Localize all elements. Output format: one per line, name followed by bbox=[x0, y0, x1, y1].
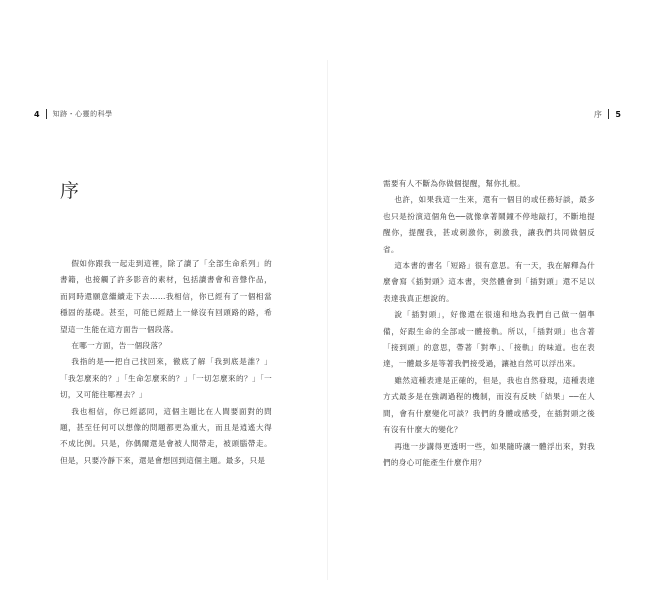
paragraph: 需要有人不斷為你做個提醒，幫你扎根。 bbox=[383, 179, 526, 188]
page-number: 5 bbox=[615, 109, 621, 119]
chapter-title: 序 bbox=[60, 180, 80, 202]
paragraph: 這本書的書名「短路」很有意思。有一天，我在解釋為什麼會寫《插對頭》這本書，突然體會到「插對頭」還不足以表達我真正想說的。 bbox=[383, 261, 595, 303]
paragraph: 說「插對頭」，好像還在很遠和地為我們自己做一個準備，好跟生命的全部或一體接軌。所以，「插對頭」也含著「接到頭」的意思，帶著「對準」、「接軌」的味道。也在表達，一體最多是等著我們接受過，讓祂自然可以浮出來。 bbox=[383, 310, 595, 369]
left-page bbox=[0, 0, 327, 609]
header-divider bbox=[608, 109, 609, 119]
right-body-text bbox=[383, 176, 595, 471]
header-divider bbox=[46, 109, 47, 119]
paragraph: 也許，如果我這一生來，還有一個目的或任務好談，最多也只是扮演這個角色──就像拿著鬧鐘不停地敲打，不斷地提醒你，提醒我，甚或刺激你，刺激我，讓我們共同做個反省。 bbox=[383, 195, 595, 254]
paragraph: 我指的是──把自己找回來，徹底了解「我到底是誰？」「我怎麼來的？」「生命怎麼來的？」「一切怎麼來的？」「一切，又可能往哪裡去？」 bbox=[60, 357, 272, 400]
paragraph: 雖然這種表達是正確的，但是，我也自然發現，這種表達方式最多是在強調過程的機制，而沒有反映「結果」──在人間，會有什麼變化可談？我們的身體或感受，在插對頭之後有沒有什麼大的變化？ bbox=[383, 375, 595, 435]
page-number: 4 bbox=[34, 109, 40, 119]
paragraph: 假如你跟我一起走到這裡，除了讀了「全部生命系列」的書籍，也接觸了許多影音的素材，包括讀書會和音聲作品，而同時還願意繼續走下去……我相信，你已經有了一個相當穩固的基礎。甚至，可能已經踏上一條沒有回頭路的路，希望這一生能在這方面告一個段落。 bbox=[60, 259, 272, 334]
paragraph: 我也相信，你已經認同，這個主題比在人間要面對的問題，甚至任何可以想像的問題都更為重大，而且是逍遙大得不成比例。只是，你偶爾還是會被人間帶走，被頭腦帶走。但是，只要冷靜下來，還是會想回到這個主題。最多，只是 bbox=[60, 406, 272, 465]
right-page-header bbox=[594, 107, 621, 121]
right-page bbox=[328, 0, 655, 609]
running-title: 序 bbox=[593, 109, 603, 119]
left-body-text bbox=[60, 256, 272, 469]
paragraph: 再進一步講得更透明一些，如果隨時讓一體浮出來，對我們的身心可能產生什麼作用？ bbox=[383, 441, 595, 467]
running-title: 知跡・心靈的科學 bbox=[52, 110, 113, 118]
left-page-header bbox=[34, 107, 113, 121]
paragraph: 在哪一方面，告一個段落？ bbox=[71, 341, 167, 351]
